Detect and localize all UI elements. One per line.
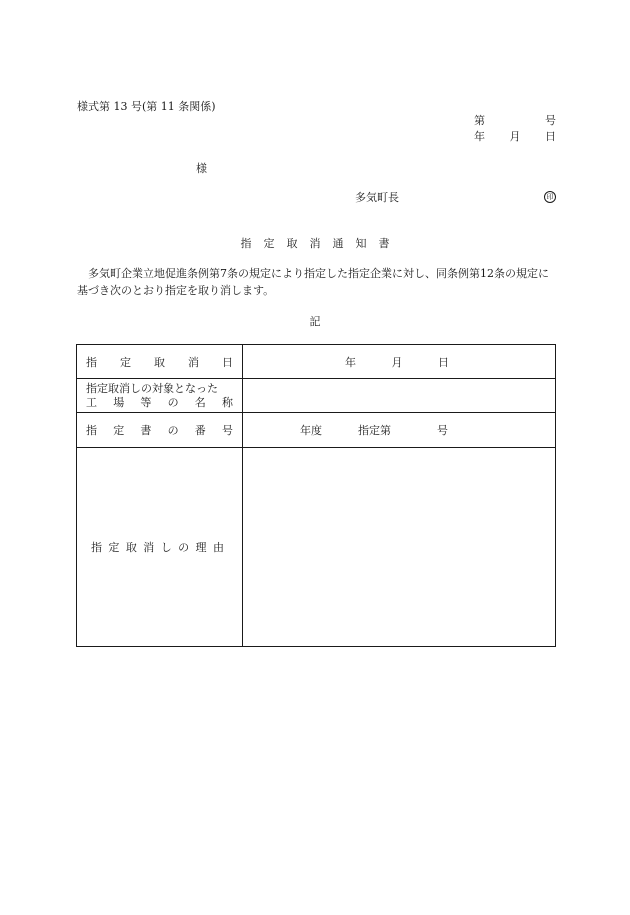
date-day: 日 bbox=[545, 130, 556, 143]
issue-date bbox=[474, 131, 556, 142]
value-designation-number[interactable]: 年度 指定第 号 bbox=[243, 413, 556, 448]
label-designation-number: 指 定 書 の 番 号 bbox=[77, 413, 243, 448]
value-cancellation-date[interactable]: 年 月 日 bbox=[243, 345, 556, 379]
date-month: 月 bbox=[509, 130, 521, 143]
value-cancellation-reason[interactable] bbox=[243, 448, 556, 647]
label-cancellation-date: 指 定 取 消 日 bbox=[77, 345, 243, 379]
table-row-designation-number bbox=[77, 413, 556, 448]
body-paragraph: 多気町企業立地促進条例第7条の規定により指定した指定企業に対し、同条例第12条の規定に基づき次のとおり指定を取り消します。 bbox=[77, 267, 549, 297]
document-title: 指定取消通知書 bbox=[240, 237, 402, 250]
addressee-suffix: 様 bbox=[196, 162, 207, 175]
table-row-cancellation-date bbox=[77, 345, 556, 379]
label-cancellation-reason: 指 定 取 消 し の 理 由 bbox=[77, 448, 243, 647]
form-number: 様式第 13 号(第 11 条関係) bbox=[77, 100, 216, 113]
table-row-facility-name bbox=[77, 379, 556, 413]
label-facility-name: 指定取消しの対象となった 工 場 等 の 名 称 bbox=[77, 379, 243, 413]
ki-heading: 記 bbox=[309, 315, 321, 328]
doc-number-prefix: 第 bbox=[474, 114, 485, 127]
seal-mark-icon: 印 bbox=[544, 191, 556, 203]
document-number bbox=[474, 115, 556, 126]
issuer-name: 多気町長 bbox=[355, 191, 399, 204]
table-row-cancellation-reason bbox=[77, 448, 556, 647]
value-facility-name[interactable] bbox=[243, 379, 556, 413]
cancellation-table bbox=[76, 344, 556, 647]
date-year: 年 bbox=[474, 130, 485, 143]
doc-number-suffix: 号 bbox=[545, 114, 556, 127]
